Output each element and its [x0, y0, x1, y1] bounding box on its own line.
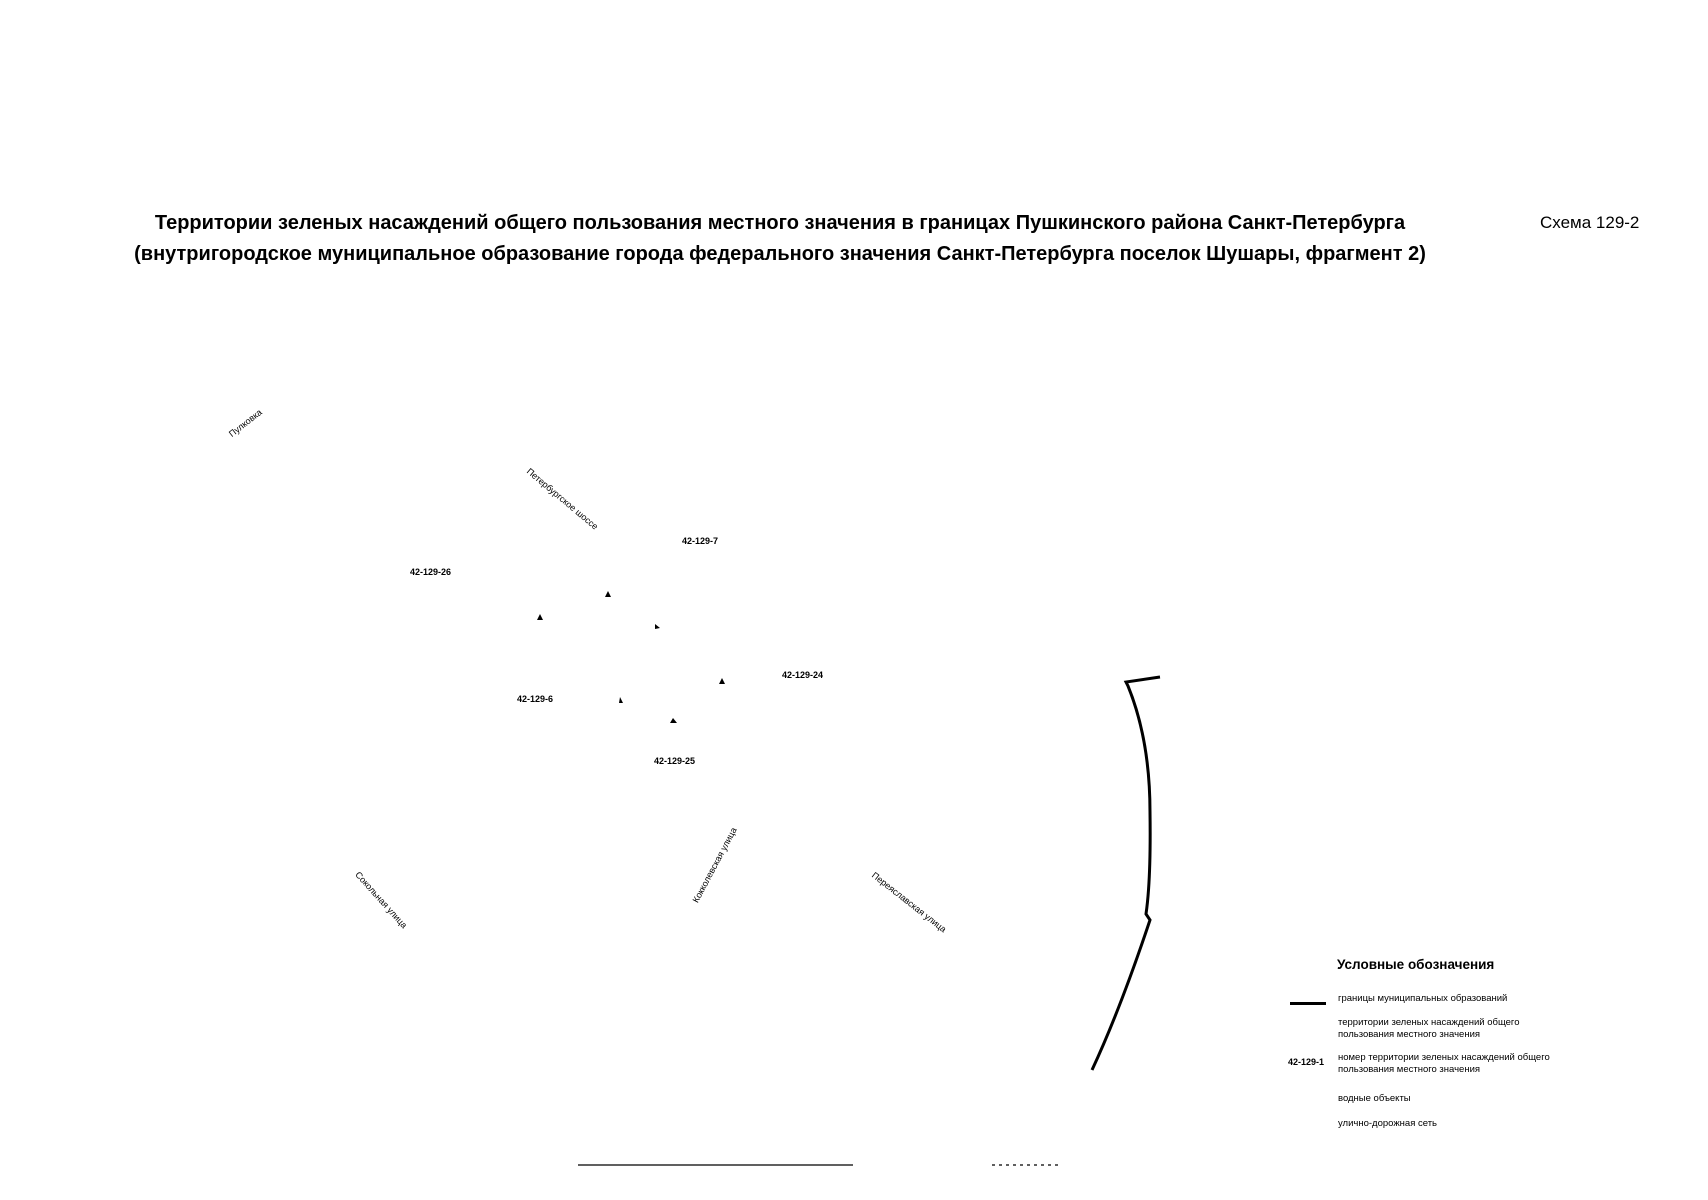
- marker-2: [537, 614, 543, 620]
- marker-6: [670, 718, 677, 723]
- legend-boundary-label: границы муниципальных образований: [1338, 993, 1508, 1004]
- plot-42-129-26: 42-129-26: [410, 567, 452, 577]
- label-kokkolevskaya-street: Кокколевская улица: [690, 825, 739, 905]
- marker-1: [605, 591, 611, 597]
- legend-number-code: 42-129-1: [1288, 1057, 1325, 1067]
- label-sokolnaya-street: Сокольная улица: [353, 869, 410, 931]
- marker-5: [619, 697, 623, 703]
- municipal-boundary-line: [1092, 677, 1160, 1070]
- marker-4: [719, 678, 725, 684]
- scheme-number: Схема 129-2: [1540, 213, 1640, 232]
- legend-boundary-symbol: [1290, 1002, 1326, 1005]
- label-petersburg-highway: Петербургское шоссе: [524, 466, 601, 532]
- plot-42-129-25: 42-129-25: [654, 756, 696, 766]
- legend-streets-label: улично-дорожная сеть: [1338, 1118, 1438, 1129]
- legend-number-label: номер территории зеленых насаждений общего пользования местного значения: [1338, 1052, 1550, 1075]
- marker-3: [655, 624, 660, 629]
- legend-green-areas-label: территории зеленых насаждений общего пользования местного значения: [1338, 1017, 1520, 1040]
- plot-42-129-24: 42-129-24: [782, 670, 824, 680]
- title-line-1: Территории зеленых насаждений общего пользования местного значения в границах Пушкинского района Санкт-Петербурга: [154, 212, 1406, 234]
- plot-42-129-6: 42-129-6: [517, 694, 554, 704]
- legend-water-label: водные объекты: [1338, 1093, 1411, 1104]
- label-pulkovka: Пулковка: [226, 407, 264, 439]
- title-line-2: (внутригородское муниципальное образование города федерального значения Санкт-Петербурга поселок Шушары, фрагмент 2): [134, 243, 1426, 265]
- plot-42-129-7: 42-129-7: [682, 536, 719, 546]
- legend-title: Условные обозначения: [1337, 957, 1495, 972]
- label-pereyaslavskaya-street: Переяславская улица: [869, 870, 949, 935]
